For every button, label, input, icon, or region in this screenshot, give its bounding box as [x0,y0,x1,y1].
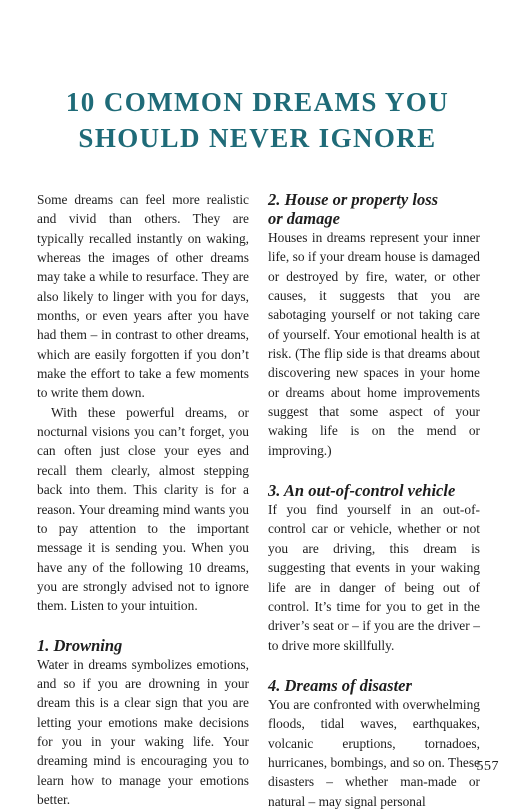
section-heading-house-loss [268,190,480,228]
page-title-line-1: 10 COMMON DREAMS YOU [65,87,450,117]
page-number: 557 [476,759,499,774]
page-title [0,84,515,156]
section-heading-disaster: 4. Dreams of disaster [268,675,412,695]
left-column [37,190,249,809]
section-heading-house-loss-line-1: 2. House or property loss [268,190,439,209]
section-body-house-loss: Houses in dreams represent your inner life, so if your dream house is damaged or destroyed by fire, water, or other causes, it suggests that you are sabotaging yourself or not taking care of yourself. Your emotional health is at risk. (The flip side is that dreams about discovering new spaces in your home or dreams about home improvements suggest that some aspect of your waking life is on the mend or improving.) [268,230,480,458]
intro-paragraph-2: With these powerful dreams, or nocturnal visions you can’t forget, you can often just close your eyes and recall them clearly, almost stepping back into them. This clarity is for a reason. Your dreaming mind wants you to pay attention to the important message it is sending you. When you have any of the following 10 dreams, you are strongly advised not to ignore them. Listen to your intuition. [37,404,249,614]
page-title-line-2: SHOULD NEVER IGNORE [78,123,437,153]
section-body-vehicle: If you find yourself in an out-of-control car or vehicle, whether or not you are driving, this dream is suggesting that events in your waking life are in danger of being out of control. It’s time for you to get in the driver’s seat or – if you are the driver – to drive more skillfully. [268,502,480,653]
section-heading-vehicle: 3. An out-of-control vehicle [268,481,456,501]
intro-paragraph-1: Some dreams can feel more realistic and vivid than others. They are typically recalled instantly on waking, whereas the images of other dreams may take a while to resurface. They are also likely to linger with you for days, months, or even years after you have had them – in contrast to other dreams, which are easily forgotten if you don’t make the effort to take a few moments to write them down. [37,192,249,401]
section-heading-house-loss-line-2: or damage [268,209,340,228]
right-column [268,190,480,811]
section-heading-drowning: 1. Drowning [37,635,123,655]
section-body-disaster: You are confronted with overwhelming floods, tidal waves, earthquakes, volcanic eruptions, tornadoes, hurricanes, bombings, and so on. These disasters – whether man-made or natural – may signal personal [268,696,480,809]
section-body-drowning: Water in dreams symbolizes emotions, and so if you are drowning in your dream this is a clear sign that you are letting your emotions make decisions for you in your waking life. Your dreaming mind is encouraging you to learn how to manage your emotions better. [37,656,249,807]
